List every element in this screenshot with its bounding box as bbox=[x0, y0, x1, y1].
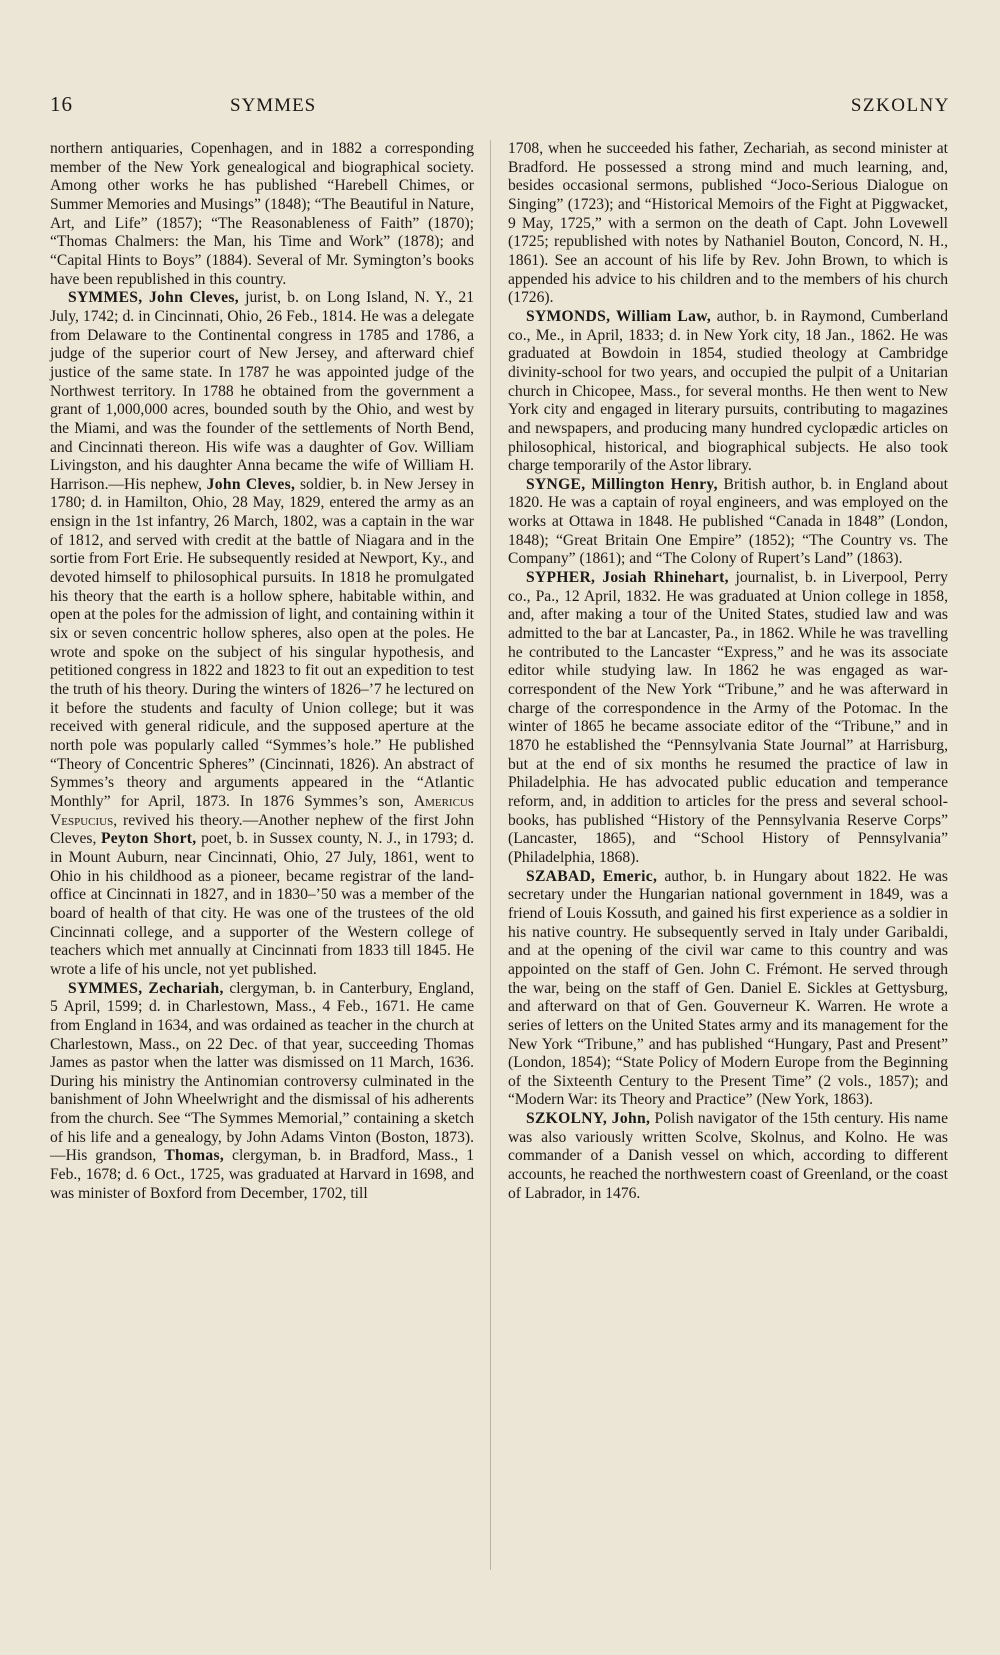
header-left-word: SYMMES bbox=[230, 95, 317, 116]
entry-headword: SZABAD, Emeric, bbox=[526, 867, 658, 885]
page-number: 16 bbox=[50, 92, 73, 116]
entry-text: soldier, b. in New Jersey in 1780; d. in Hamilton, Ohio, 28 May, 1829, entered the army as an ensign in the 1st infantry, 26 March, 1802, was a captain in the war of 1812, and served with credit at the battle of Niagara and in the sortie from Fort Erie. He subsequently resided at Newport, Ky., and devoted himself to philosophical pursuits. In 1818 he promulgated his theory that the earth is a hollow sphere, habitable within, and open at the poles for the admission of light, and containing within it six or seven concentric hollow spheres, also open at the poles. He wrote and spoke on the subject of his singular hypothesis, and petitioned congress in 1822 and 1823 to fit out an expedition to test the truth of his theory. During the winters of 1826–’7 he lectured on it before the students and faculty of Union college; but it was received with general ridicule, and the supposed aperture at the north pole was popularly called “Symmes’s hole.” He published “Theory of Concentric Spheres” (Cincinnati, 1826). An abstract of Symmes’s theory and arguments appeared in the “Atlantic Monthly” for April, 1873. In 1876 Symmes’s son, bbox=[50, 475, 474, 810]
entry-symmes-john-cleves bbox=[50, 289, 474, 979]
entry-symmes-zechariah bbox=[50, 980, 474, 1204]
entry-text: jurist, b. on Long Island, N. Y., 21 July, 1742; d. in Cincinnati, Ohio, 26 Feb., 1814. He was a delegate from Delaware to the Continental congress in 1785 and 1786, a judge of the superior court of New Jersey, and afterward chief justice of the same state. In 1787 he was appointed judge of the Northwest territory. In 1788 he obtained from the government a grant of 1,000,000 acres, bounded south by the Ohio, and west by the Miami, and was the founder of the settlements of North Bend, and Cincinnati thereon. His wife was a daughter of Gov. William Livingston, and his daughter Anna became the wife of William H. Harrison.—His nephew, bbox=[50, 289, 474, 493]
entry-headword: SYNGE, Millington Henry, bbox=[526, 475, 718, 493]
left-column bbox=[50, 140, 474, 1203]
entry-text: author, b. in Raymond, Cumberland co., Me., in April, 1833; d. in New York city, 18 Jan., 1862. He was graduated at Bowdoin in 1854, studied theology at Cambridge divinity-school for two years, and occupied the pulpit of a Unitarian church in Chicopee, Mass., for several months. He then went to New York city and engaged in literary pursuits, contributing to magazines and newspapers, and producing many hundred cyclopædic articles on philosophical, historical, and biographical subjects. He also took charge temporarily of the Astor library. bbox=[508, 307, 948, 475]
right-column bbox=[508, 140, 948, 1203]
entry-headword: SYPHER, Josiah Rhinehart, bbox=[526, 569, 729, 587]
entry-smallcaps-name: Americus Vespucius, bbox=[50, 792, 474, 829]
entry-text: author, b. in Hungary about 1822. He was secretary under the Hungarian national government in 1849, was a friend of Louis Kossuth, and gained his first experience as a soldier in his native country. He subsequently served in Italy under Garibaldi, and at the opening of the civil war came to this country and was appointed on the staff of Gen. John C. Frémont. He served through the war, being on the staff of Gen. Daniel E. Sickles at Gettysburg, and afterward on that of Gen. Gouverneur K. Warren. He wrote a series of letters on the United States army and its management for the New York “Tribune,” and has published “Hungary, Past and Present” (London, 1854); “State Policy of Modern Europe from the Beginning of the Sixteenth Century to the Present Time” (2 vols., 1857); and “Modern War: its Theory and Practice” (New York, 1863). bbox=[508, 867, 948, 1109]
entry-headword: SYMONDS, William Law, bbox=[526, 307, 712, 325]
entry-text: poet, b. in Sussex county, N. J., in 1793; d. in Mount Auburn, near Cincinnati, Ohio, 27 July, 1861, went to Ohio in his childhood as a pioneer, became registrar of the land-office at Cincinnati in 1827, and in 1830–’50 was a member of the board of health of that city. He was one of the trustees of the old Cincinnati college, and a supporter of the Western college of teachers which met annually at Cincinnati from 1833 till 1845. He wrote a life of his uncle, not yet published. bbox=[50, 830, 475, 978]
column-divider bbox=[490, 140, 491, 1570]
entry-headword: SYMMES, John Cleves, bbox=[68, 289, 239, 307]
running-header bbox=[50, 92, 950, 122]
entry-synge bbox=[508, 476, 948, 569]
entry-sypher bbox=[508, 569, 948, 868]
entry-text: revived his theory.—Another nephew of the first John Cleves, bbox=[50, 811, 474, 848]
entry-szkolny bbox=[508, 1110, 948, 1203]
entry-symonds bbox=[508, 308, 948, 476]
entry-text: British author, b. in England about 1820. He was a captain of royal engineers, and was employed on the works at Ottawa in 1848. He published “Canada in 1848” (London, 1848); “Great Britain One Empire” (1852); “The Country vs. The Company” (1861); and “The Colony of Rupert’s Land” (1863). bbox=[508, 475, 948, 568]
entry-text: clergyman, b. in Canterbury, England, 5 April, 1599; d. in Charlestown, Mass., 4 Feb., 1671. He came from England in 1634, and was ordained as teacher in the church at Charlestown, Mass., on 22 Dec. of that year, succeeding Thomas James as pastor when the latter was dismissed on 11 March, 1636. During his ministry the Antinomian controversy culminated in the banishment of John Wheelwright and the dismissal of his adherents from the church. See “The Symmes Memorial,” containing a sketch of his life and a genealogy, by John Adams Vinton (Boston, 1873).—His grandson, bbox=[50, 979, 474, 1165]
entry-text: journalist, b. in Liverpool, Perry co., Pa., 12 April, 1832. He was graduated at Union college in 1858, and, after making a tour of the United States, studied law and was admitted to the bar at Lancaster, Pa., in 1862. While he was travelling he contributed to the Lancaster “Express,” and he was its associate editor while studying law. In 1862 he was engaged as war-correspondent of the New York “Tribune,” and he was afterward in charge of the correspondence in the Army of the Potomac. In the winter of 1865 he became associate editor of the “Tribune,” and in 1870 he established the “Pennsylvania State Journal” at Harrisburg, but at the end of six months he resumed the practice of law in Philadelphia. He has advocated public education and temperance reform, and, in addition to articles for the press and several school-books, has published “History of the Pennsylvania Reserve Corps” (Lancaster, 1865), and “School History of Pennsylvania” (Philadelphia, 1868). bbox=[508, 569, 948, 866]
entry-text: Polish navigator of the 15th century. His name was also variously written Scolve, Skolnus, and Kolno. He was commander of a Danish vessel on which, according to different accounts, he reached the northwestern coast of Greenland, or the coast of Labrador, in 1476. bbox=[508, 1110, 948, 1202]
entry-subheadword: John Cleves, bbox=[206, 475, 296, 493]
entry-szabad bbox=[508, 868, 948, 1111]
header-right-word: SZKOLNY bbox=[850, 95, 950, 116]
continued-paragraph: 1708, when he succeeded his father, Zechariah, as second minister at Bradford. He possessed a strong mind and much learning, and, besides occasional sermons, published “Joco-Serious Dialogue on Singing” (1723); and “Historical Memoirs of the Fight at Piggwacket, 9 May, 1725,” with a sermon on the death of Capt. John Lovewell (1725; republished with notes by Nathaniel Bouton, Concord, N. H., 1861). See an account of his life by Rev. John Brown, to which is appended his advice to his children and to the members of his church (1726). bbox=[508, 140, 948, 307]
entry-subheadword: Thomas, bbox=[164, 1147, 225, 1165]
entry-subheadword: Peyton Short, bbox=[100, 830, 197, 848]
entry-headword: SYMMES, Zechariah, bbox=[68, 979, 224, 997]
continued-paragraph: northern antiquaries, Copenhagen, and in 1882 a corresponding member of the New York genealogical and biographical society. Among other works he has published “Harebell Chimes, or Summer Memories and Musings” (1848); “The Beautiful in Nature, Art, and Life” (1857); “The Reasonableness of Faith” (1870); “Thomas Chalmers: the Man, his Time and Work” (1878); and “Capital Hints to Boys” (1884). Several of Mr. Symington’s books have been republished in this country. bbox=[50, 140, 474, 288]
entry-text: clergyman, b. in Bradford, Mass., 1 Feb., 1678; d. 6 Oct., 1725, was graduated at Harvard in 1698, and was minister of Boxford from December, 1702, till bbox=[50, 1147, 474, 1202]
entry-headword: SZKOLNY, John, bbox=[526, 1110, 651, 1128]
